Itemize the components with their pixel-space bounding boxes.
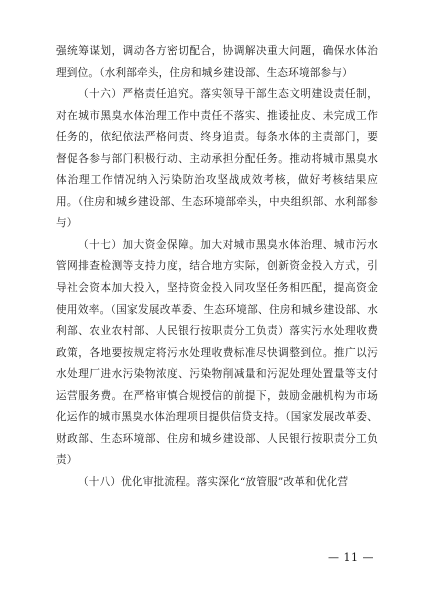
page-number: — 11 — bbox=[328, 551, 374, 564]
paragraph-continuation: 强统筹谋划，调动各方密切配合，协调解决重大问题，确保水体治理到位。（水利部牵头，住房和城乡建设部、生态环境部参与） bbox=[56, 45, 378, 79]
paragraph-section-18: （十八）优化审批流程。落实深化“放管服”改革和优化营 bbox=[78, 475, 349, 488]
document-body bbox=[56, 41, 378, 493]
paragraph-section-17: （十七）加大资金保障。加大对城市黑臭水体治理、城市污水管网排查检测等支持力度，结合地方实际，创新资金投入方式，引导社会资本加大投入，坚持资金投入同攻坚任务相匹配，提高资金使用效率。（国家发展改革委、生态环境部、住房和城乡建设部、水利部、农业农村部、人民银行按职责分工负责）落实污水处理收费政策，各地要按规定将污水处理收费标准尽快调整到位。推广以污水处理厂进水污染物浓度、污染物削减量和污泥处理处置量等支付运营服务费。在严格审慎合规授信的前提下，鼓励金融机构为市场化运作的城市黑臭水体治理项目提供信贷支持。（国家发展改革委、财政部、生态环境部、住房和城乡建设部、人民银行按职责分工负责） bbox=[56, 238, 378, 467]
paragraph-section-16: （十六）严格责任追究。落实领导干部生态文明建设责任制，对在城市黑臭水体治理工作中责任不落实、推诿扯皮、未完成工作任务的，依纪依法严格问责、终身追责。每条水体的主责部门，要督促各参与部门积极行动、主动承担分配任务。推动将城市黑臭水体治理工作情况纳入污染防治攻坚战成效考核，做好考核结果应用。（住房和城乡建设部、生态环境部牵头，中央组织部、水利部参与） bbox=[56, 88, 378, 230]
